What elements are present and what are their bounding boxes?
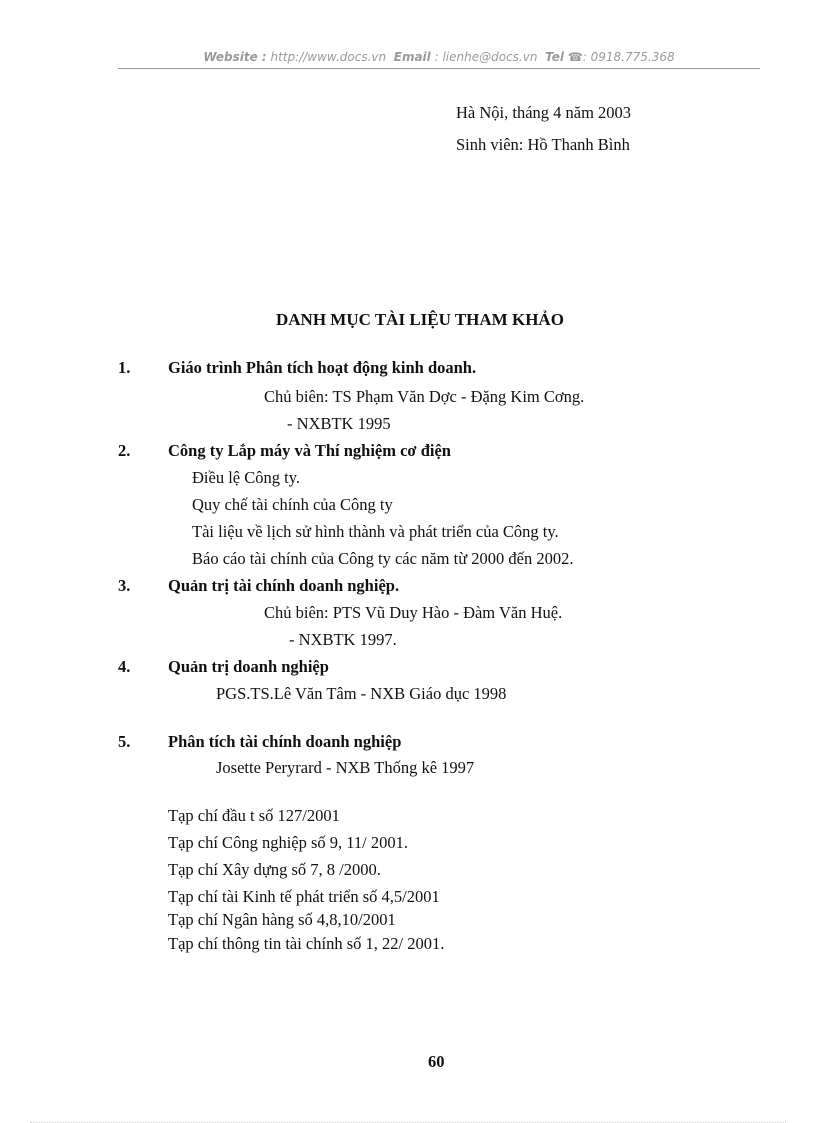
ref-line: - NXBTK 1997. (289, 630, 397, 649)
journal-item: Tạp chí thông tin tài chính số 1, 22/ 2001. (168, 934, 445, 953)
email-value[interactable]: : lienhe@docs.vn (434, 50, 538, 64)
ref-number: 4. (118, 657, 131, 676)
ref-number: 3. (118, 576, 131, 595)
ref-number: 1. (118, 358, 131, 377)
ref-number: 5. (118, 732, 131, 751)
journal-item: Tạp chí Xây dựng số 7, 8 /2000. (168, 860, 381, 879)
ref-title: Quản trị doanh nghiệp (168, 657, 329, 676)
student-name: Sinh viên: Hồ Thanh Bình (456, 135, 630, 154)
page-header (118, 50, 760, 69)
ref-line: Chủ biên: TS Phạm Văn Dợc - Đặng Kim Cơng. (264, 387, 585, 406)
journal-item: Tạp chí tài Kinh tế phát triển số 4,5/2001 (168, 887, 440, 906)
ref-title: Phân tích tài chính doanh nghiệp (168, 732, 402, 751)
ref-line: - NXBTK 1995 (287, 414, 391, 433)
ref-line: Điều lệ Công ty. (192, 468, 300, 487)
tel-label: Tel (545, 50, 564, 64)
ref-line: Josette Peryrard - NXB Thống kê 1997 (216, 758, 475, 777)
place-date: Hà Nội, tháng 4 năm 2003 (456, 103, 632, 122)
email-label: Email (393, 50, 431, 64)
website-label: Website : (203, 50, 267, 64)
ref-title: Công ty Lắp máy và Thí nghiệm cơ điện (168, 441, 451, 460)
ref-title: Giáo trình Phân tích hoạt động kinh doanh. (168, 358, 477, 377)
ref-line: Chủ biên: PTS Vũ Duy Hào - Đàm Văn Huệ. (264, 603, 563, 622)
ref-line: Báo cáo tài chính của Công ty các năm từ 2000 đến 2002. (192, 549, 574, 568)
ref-title: Quản trị tài chính doanh nghiệp. (168, 576, 400, 595)
ref-line: Tài liệu về lịch sử hình thành và phát triển của Công ty. (192, 522, 559, 541)
tel-value: : 0918.775.368 (582, 50, 675, 64)
journal-item: Tạp chí Công nghiệp số 9, 11/ 2001. (168, 833, 408, 852)
ref-line: Quy chế tài chính của Công ty (192, 495, 393, 514)
ref-number: 2. (118, 441, 131, 460)
page-number: 60 (428, 1052, 445, 1071)
ref-line: PGS.TS.Lê Văn Tâm - NXB Giáo dục 1998 (216, 684, 507, 703)
phone-icon: ☎ (567, 50, 583, 64)
journal-item: Tạp chí đầu t số 127/2001 (168, 806, 340, 825)
website-value[interactable]: http://www.docs.vn (270, 50, 387, 64)
page-title: DANH MỤC TÀI LIỆU THAM KHẢO (276, 310, 564, 329)
journal-item: Tạp chí Ngân hàng số 4,8,10/2001 (168, 910, 396, 929)
